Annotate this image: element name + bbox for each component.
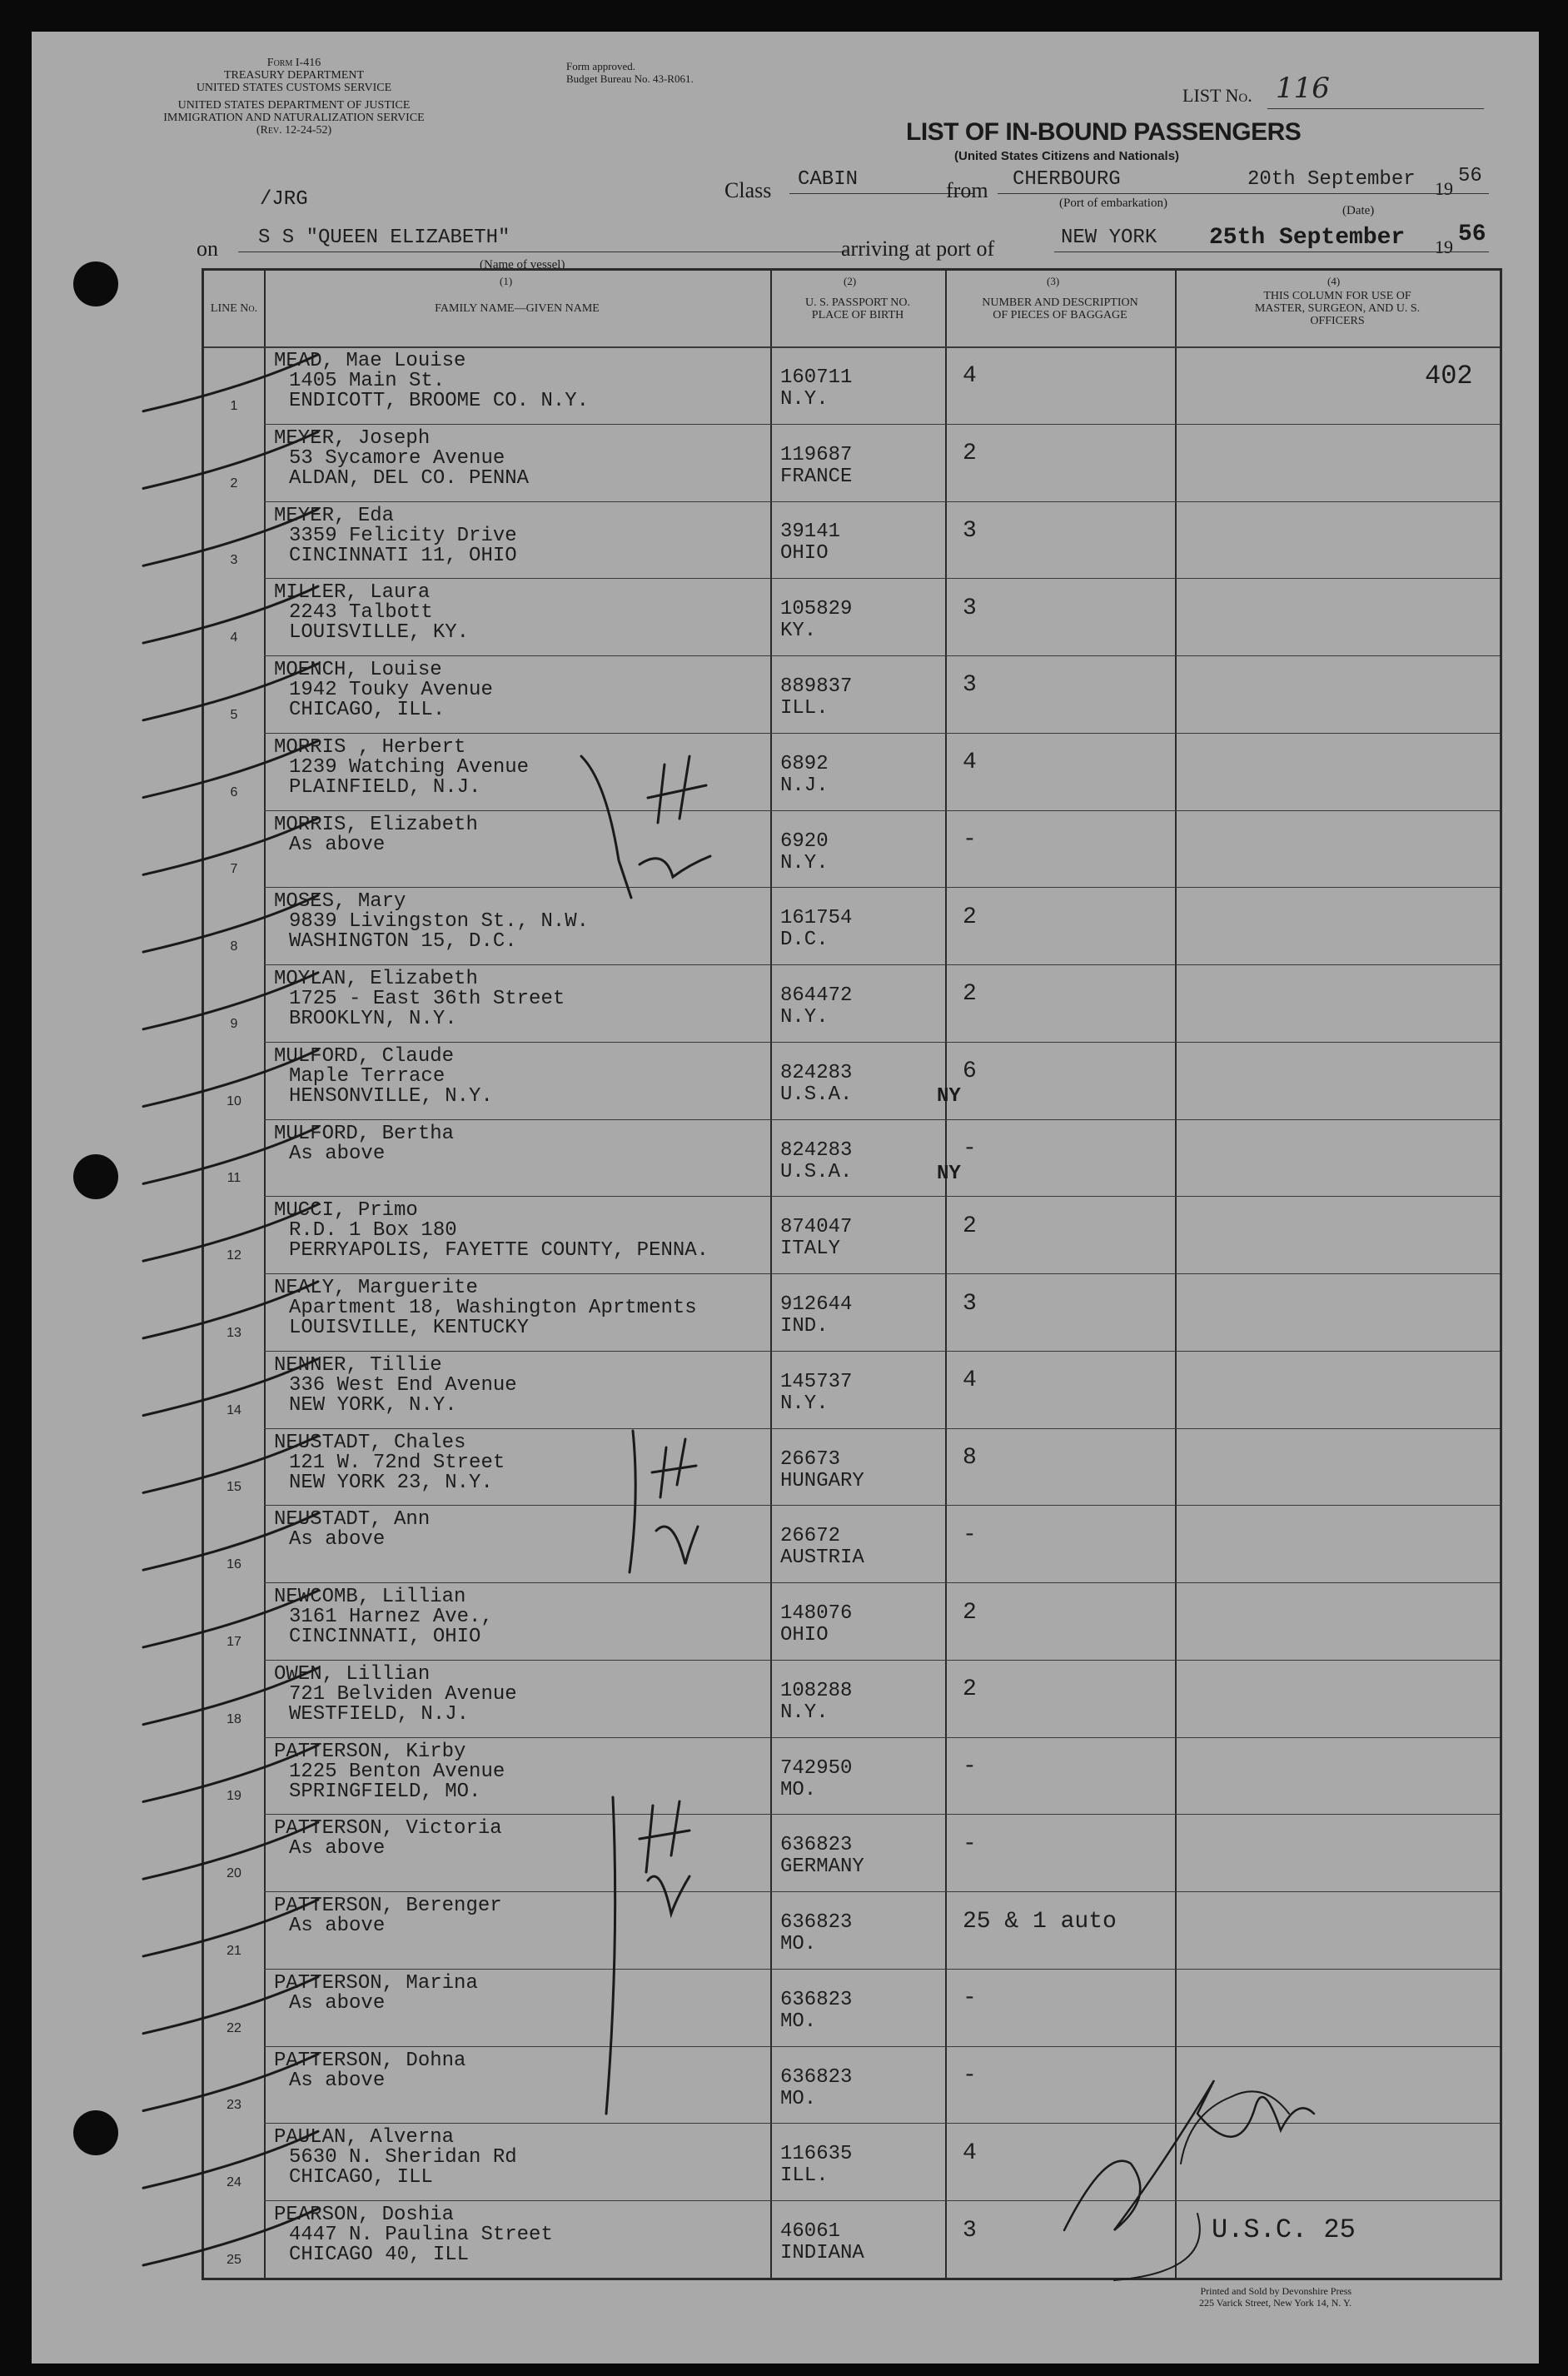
inspector-initials — [640, 856, 710, 877]
passport-number: 26672 — [780, 1525, 841, 1548]
baggage-count: - — [963, 1831, 977, 1857]
clerk-initials: /JRG — [260, 188, 308, 211]
form-rev: (Rev. 12-24-52) — [256, 124, 332, 137]
place-of-birth: ITALY — [780, 1238, 841, 1261]
passenger-address-1: 1239 Watching Avenue — [289, 755, 530, 779]
passport-number: 119687 — [780, 443, 853, 466]
passenger-name: PAULAN, Alverna — [274, 2126, 455, 2149]
inspector-bracket — [630, 1431, 635, 1572]
passenger-name: PATTERSON, Berenger — [274, 1895, 502, 1918]
line-number: 12 — [226, 1248, 241, 1263]
line-number: 25 — [226, 2252, 241, 2267]
passenger-address-2: SPRINGFIELD, MO. — [289, 1780, 481, 1803]
check-slash — [143, 1282, 318, 1338]
inspector-initials — [648, 756, 706, 823]
form-doj: UNITED STATES DEPARTMENT OF JUSTICE — [177, 99, 411, 112]
line-number: 16 — [226, 1557, 241, 1572]
inspector-initials — [648, 1876, 689, 1914]
line-number: 14 — [226, 1402, 241, 1417]
passenger-address-1: 1942 Touky Avenue — [289, 679, 493, 702]
passenger-name: MOSES, Mary — [274, 890, 406, 914]
baggage-count: 6 — [963, 1058, 977, 1085]
line-number: 22 — [226, 2020, 241, 2035]
passenger-name: NEALY, Marguerite — [274, 1277, 478, 1300]
passenger-address-1: As above — [289, 1528, 386, 1552]
check-slash — [143, 1822, 318, 1879]
passenger-name: MORRIS, Elizabeth — [274, 813, 478, 836]
col-header-officers: THIS COLUMN FOR USE OF MASTER, SURGEON, AND U. S. OFFICERS — [1254, 290, 1421, 327]
check-slash — [143, 2131, 318, 2188]
passport-number: 864472 — [780, 984, 853, 1008]
place-of-birth: ILL. — [780, 2164, 829, 2188]
arrival-year: 56 — [1458, 222, 1486, 247]
check-slash — [143, 1204, 318, 1261]
passenger-address-1: 1725 - East 36th Street — [289, 988, 565, 1011]
baggage-count: - — [963, 1136, 977, 1162]
place-of-birth: D.C. — [780, 929, 829, 952]
passenger-address-2: BROOKLYN, N.Y. — [289, 1008, 457, 1031]
passenger-address-1: 721 Belviden Avenue — [289, 1682, 517, 1706]
check-slash — [143, 1359, 318, 1416]
passport-number: 105829 — [780, 598, 853, 621]
col-num-1: (1) — [500, 275, 513, 287]
passenger-name: PATTERSON, Kirby — [274, 1740, 466, 1763]
check-slash — [143, 586, 318, 643]
handwritten-marks-layer — [32, 32, 1539, 2364]
passenger-address-2: NEW YORK, N.Y. — [289, 1393, 457, 1417]
check-slash — [143, 1436, 318, 1492]
passenger-name: MEYER, Joseph — [274, 426, 431, 450]
class-value: CABIN — [798, 168, 859, 191]
check-slash — [143, 741, 318, 798]
passenger-address-1: 121 W. 72nd Street — [289, 1451, 505, 1474]
check-slash — [143, 355, 318, 411]
passenger-address-1: Maple Terrace — [289, 1064, 446, 1088]
passenger-name: MEYER, Eda — [274, 504, 395, 527]
inspector-bracket — [606, 1797, 615, 2114]
passenger-address-1: 4447 N. Paulina Street — [289, 2224, 553, 2247]
page-subtitle: (United States Citizens and Nationals) — [954, 149, 1180, 163]
place-of-birth: MO. — [780, 1933, 817, 1956]
embark-date: 20th September — [1247, 168, 1416, 191]
col-header-name: FAMILY NAME—GIVEN NAME — [435, 302, 600, 315]
line-number: 1 — [230, 398, 238, 413]
passenger-address-1: As above — [289, 2069, 386, 2092]
passenger-address-1: As above — [289, 1837, 386, 1860]
place-of-birth: MO. — [780, 2010, 817, 2033]
passenger-address-1: 5630 N. Sheridan Rd — [289, 2146, 517, 2169]
passport-number: 636823 — [780, 1834, 853, 1857]
passenger-address-2: LOUISVILLE, KENTUCKY — [289, 1317, 530, 1340]
check-slash — [143, 1745, 318, 1801]
line-number: 4 — [230, 630, 238, 645]
passenger-name: MORRIS , Herbert — [274, 735, 466, 759]
baggage-count: 25 & 1 auto — [963, 1908, 1117, 1935]
passport-number: 6920 — [780, 829, 829, 853]
embark-year-prefix: 19 — [1435, 178, 1453, 199]
officer-signature — [1181, 2091, 1289, 2164]
passenger-name: NEUSTADT, Ann — [274, 1508, 431, 1532]
check-slash — [143, 1977, 318, 2034]
col-num-3: (3) — [1047, 275, 1060, 287]
form-id: Form I-416 — [266, 57, 321, 69]
place-of-birth: N.Y. — [780, 851, 829, 874]
line-number: 11 — [226, 1171, 241, 1186]
check-slash — [143, 1513, 318, 1570]
check-slash — [143, 973, 318, 1029]
line-number: 17 — [226, 1634, 241, 1649]
line-number: 15 — [226, 1480, 241, 1495]
place-of-birth: ILL. — [780, 697, 829, 720]
line-number: 24 — [226, 2175, 241, 2190]
passenger-address-2: HENSONVILLE, N.Y. — [289, 1084, 493, 1108]
baggage-count: - — [963, 1522, 977, 1548]
baggage-count: - — [963, 826, 977, 853]
list-no-value: 116 — [1276, 72, 1330, 105]
passport-number: 636823 — [780, 1911, 853, 1935]
check-slash — [143, 1668, 318, 1725]
place-of-birth: GERMANY — [780, 1855, 864, 1879]
form-service: UNITED STATES CUSTOMS SERVICE — [196, 82, 392, 94]
passenger-name: MOYLAN, Elizabeth — [274, 968, 478, 991]
passenger-address-2: PERRYAPOLIS, FAYETTE COUNTY, PENNA. — [289, 1239, 709, 1263]
check-slash — [143, 432, 318, 489]
port-embark-caption: (Port of embarkation) — [1059, 197, 1167, 210]
line-number: 19 — [226, 1789, 241, 1804]
passport-number: 824283 — [780, 1138, 853, 1162]
arriving-label: arriving at port of — [841, 237, 995, 261]
form-dept: TREASURY DEPARTMENT — [223, 69, 365, 82]
vessel-caption: (Name of vessel) — [480, 258, 565, 271]
passport-number: 889837 — [780, 675, 853, 698]
place-of-birth: FRANCE — [780, 465, 853, 488]
passenger-address-1: Apartment 18, Washington Aprtments — [289, 1297, 697, 1320]
baggage-count: 3 — [963, 517, 977, 544]
passenger-name: MEAD, Mae Louise — [274, 350, 466, 372]
check-slash — [143, 1591, 318, 1647]
class-label: Class — [724, 178, 772, 202]
passenger-address-2: CHICAGO, ILL. — [289, 699, 446, 722]
date-caption: (Date) — [1342, 204, 1375, 217]
passenger-address-1: As above — [289, 1142, 386, 1165]
check-slash — [143, 1900, 318, 1956]
baggage-count: 2 — [963, 441, 977, 467]
place-of-birth: MO. — [780, 1778, 817, 1801]
baggage-count: 2 — [963, 1599, 977, 1626]
passenger-address-2: WESTFIELD, N.J. — [289, 1702, 470, 1726]
check-slash — [143, 818, 318, 874]
passenger-address-1: R.D. 1 Box 180 — [289, 1219, 457, 1243]
line-number: 7 — [230, 862, 238, 877]
page-title: LIST OF IN-BOUND PASSENGERS — [906, 118, 1302, 146]
list-no-label: LIST No. — [1182, 85, 1252, 106]
passenger-name: MILLER, Laura — [274, 581, 431, 605]
on-label: on — [197, 237, 218, 261]
place-of-birth: KY. — [780, 620, 817, 643]
passenger-address-1: 53 Sycamore Avenue — [289, 446, 505, 470]
place-of-birth: OHIO — [780, 542, 829, 565]
passenger-address-2: CINCINNATI 11, OHIO — [289, 544, 517, 567]
place-of-birth: OHIO — [780, 1624, 829, 1647]
passport-number: 116635 — [780, 2143, 853, 2166]
passport-number: 636823 — [780, 1988, 853, 2011]
inspector-initials — [652, 1439, 696, 1497]
passenger-name: MULFORD, Claude — [274, 1044, 455, 1068]
passenger-name: NEWCOMB, Lillian — [274, 1586, 466, 1609]
arrival-date: 25th September — [1209, 225, 1406, 251]
from-label: from — [946, 178, 988, 202]
officer-note: 402 — [1425, 360, 1473, 391]
place-of-birth: N.Y. — [780, 1392, 829, 1415]
passenger-address-1: 3161 Harnez Ave., — [289, 1606, 493, 1629]
baggage-count: 4 — [963, 2139, 977, 2166]
baggage-count: - — [963, 2063, 977, 2090]
passenger-address-2: PLAINFIELD, N.J. — [289, 775, 481, 799]
passenger-name: MULFORD, Bertha — [274, 1122, 455, 1145]
place-of-birth: AUSTRIA — [780, 1547, 864, 1570]
passport-number: 824283 — [780, 1061, 853, 1084]
passenger-address-1: 1405 Main St. — [289, 370, 446, 392]
baggage-count: 4 — [963, 363, 977, 390]
printer-imprint — [1199, 2285, 1351, 2309]
passenger-name: MOENCH, Louise — [274, 659, 442, 682]
baggage-count: 8 — [963, 1445, 977, 1472]
baggage-count: 2 — [963, 1213, 977, 1239]
birth-correction: NY — [937, 1162, 961, 1185]
baggage-count: 2 — [963, 904, 977, 930]
passport-number: 160711 — [780, 366, 853, 389]
baggage-count: 3 — [963, 595, 977, 621]
passport-number: 39141 — [780, 521, 841, 544]
check-slash — [143, 1050, 318, 1107]
passenger-address-1: As above — [289, 1915, 386, 1938]
passenger-name: PEARSON, Doshia — [274, 2204, 455, 2227]
arrival-port: NEW YORK — [1061, 227, 1157, 249]
col-num-4: (4) — [1327, 275, 1341, 287]
passenger-name: OWEN, Lillian — [274, 1662, 431, 1686]
passenger-address-2: WASHINGTON 15, D.C. — [289, 930, 517, 954]
inspector-initials — [656, 1527, 698, 1564]
passenger-name: NENNER, Tillie — [274, 1353, 442, 1377]
place-of-birth: N.Y. — [780, 1701, 829, 1724]
baggage-count: 4 — [963, 1367, 977, 1394]
passport-number: 912644 — [780, 1293, 853, 1317]
approval-line-2: Budget Bureau No. 43-R061. — [566, 72, 694, 85]
passenger-address-1: 9839 Livingston St., N.W. — [289, 910, 590, 934]
passport-number: 108288 — [780, 1679, 853, 1702]
line-number: 3 — [230, 553, 238, 568]
check-slash — [143, 895, 318, 952]
col-header-passport: U. S. PASSPORT NO. PLACE OF BIRTH — [805, 296, 910, 321]
passenger-name: PATTERSON, Dohna — [274, 2049, 466, 2072]
officer-signature — [1064, 2080, 1314, 2230]
passenger-address-2: CHICAGO, ILL — [289, 2166, 433, 2189]
inspector-initials — [640, 1801, 689, 1872]
place-of-birth: U.S.A. — [780, 1083, 853, 1106]
passport-number: 742950 — [780, 1756, 853, 1780]
line-number: 23 — [226, 2098, 241, 2113]
baggage-count: 4 — [963, 750, 977, 776]
passport-number: 148076 — [780, 1602, 853, 1626]
check-slash — [143, 2054, 318, 2110]
passenger-address-1: 2243 Talbott — [289, 601, 433, 625]
passenger-address-1: As above — [289, 1991, 386, 2015]
place-of-birth: MO. — [780, 2087, 817, 2110]
place-of-birth: N.J. — [780, 774, 829, 797]
place-of-birth: IND. — [780, 1315, 829, 1338]
line-number: 20 — [226, 1866, 241, 1881]
passenger-address-2: NEW YORK 23, N.Y. — [289, 1471, 493, 1494]
baggage-count: 3 — [963, 2217, 977, 2244]
baggage-count: 2 — [963, 1676, 977, 1703]
passport-number: 874047 — [780, 1216, 853, 1239]
passenger-address-2: ALDAN, DEL CO. PENNA — [289, 466, 530, 490]
passenger-name: NEUSTADT, Chales — [274, 1431, 466, 1454]
place-of-birth: N.Y. — [780, 387, 829, 411]
embark-year: 56 — [1458, 165, 1482, 187]
passenger-address-1: 336 West End Avenue — [289, 1373, 517, 1397]
passenger-address-1: As above — [289, 833, 386, 856]
col-header-baggage: NUMBER AND DESCRIPTION OF PIECES OF BAGGAGE — [982, 296, 1138, 321]
check-slash — [143, 2209, 318, 2265]
passenger-name: PATTERSON, Victoria — [274, 1817, 502, 1841]
passenger-address-2: LOUISVILLE, KY. — [289, 621, 470, 645]
place-of-birth: N.Y. — [780, 1006, 829, 1029]
line-number: 10 — [226, 1093, 241, 1108]
document-sheet — [32, 32, 1539, 2364]
line-number: 2 — [230, 476, 238, 491]
birth-correction: NY — [937, 1084, 961, 1108]
place-of-birth: U.S.A. — [780, 1160, 853, 1183]
baggage-count: - — [963, 1985, 977, 2012]
line-number: 13 — [226, 1325, 241, 1340]
line-number: 5 — [230, 707, 238, 722]
passport-number: 46061 — [780, 2220, 841, 2244]
passport-number: 6892 — [780, 752, 829, 775]
form-ins: IMMIGRATION AND NATURALIZATION SERVICE — [163, 112, 425, 124]
check-slash — [143, 509, 318, 565]
line-number: 18 — [226, 1711, 241, 1726]
passenger-name: MUCCI, Primo — [274, 1199, 418, 1223]
passport-number: 636823 — [780, 2065, 853, 2089]
place-of-birth: INDIANA — [780, 2242, 864, 2265]
inspector-bracket — [581, 756, 631, 898]
line-number: 9 — [230, 1016, 238, 1031]
line-number: 8 — [230, 939, 238, 954]
place-of-birth: HUNGARY — [780, 1469, 864, 1492]
arrival-year-prefix: 19 — [1435, 237, 1453, 257]
passenger-address-1: 3359 Felicity Drive — [289, 524, 517, 547]
vessel-name: S S "QUEEN ELIZABETH" — [258, 227, 510, 249]
officer-note: U.S.C. 25 — [1212, 2214, 1356, 2245]
baggage-count: 3 — [963, 1290, 977, 1317]
passenger-address-2: ENDICOTT, BROOME CO. N.Y. — [289, 390, 590, 412]
baggage-count: 3 — [963, 672, 977, 699]
approval-line-1: Form approved. — [566, 60, 636, 72]
col-num-2: (2) — [844, 275, 857, 287]
passenger-name: PATTERSON, Marina — [274, 1971, 478, 1995]
printer-line-1: Printed and Sold by Devonshire Press — [1200, 2285, 1352, 2297]
col-header-line: LINE No. — [210, 302, 258, 315]
passenger-address-2: CINCINNATI, OHIO — [289, 1626, 481, 1649]
baggage-count: 2 — [963, 981, 977, 1008]
printer-line-2: 225 Varick Street, New York 14, N. Y. — [1199, 2297, 1352, 2309]
line-number: 21 — [226, 1943, 241, 1958]
passport-number: 145737 — [780, 1370, 853, 1393]
check-slash — [143, 664, 318, 720]
passenger-address-2: CHICAGO 40, ILL — [289, 2244, 470, 2267]
passport-number: 26673 — [780, 1447, 841, 1471]
line-number: 6 — [230, 785, 238, 799]
check-slash — [143, 1127, 318, 1183]
passenger-address-1: 1225 Benton Avenue — [289, 1760, 505, 1783]
officer-signature — [1114, 2214, 1200, 2280]
from-value: CHERBOURG — [1013, 168, 1121, 191]
baggage-count: - — [963, 1754, 977, 1781]
passport-number: 161754 — [780, 907, 853, 930]
